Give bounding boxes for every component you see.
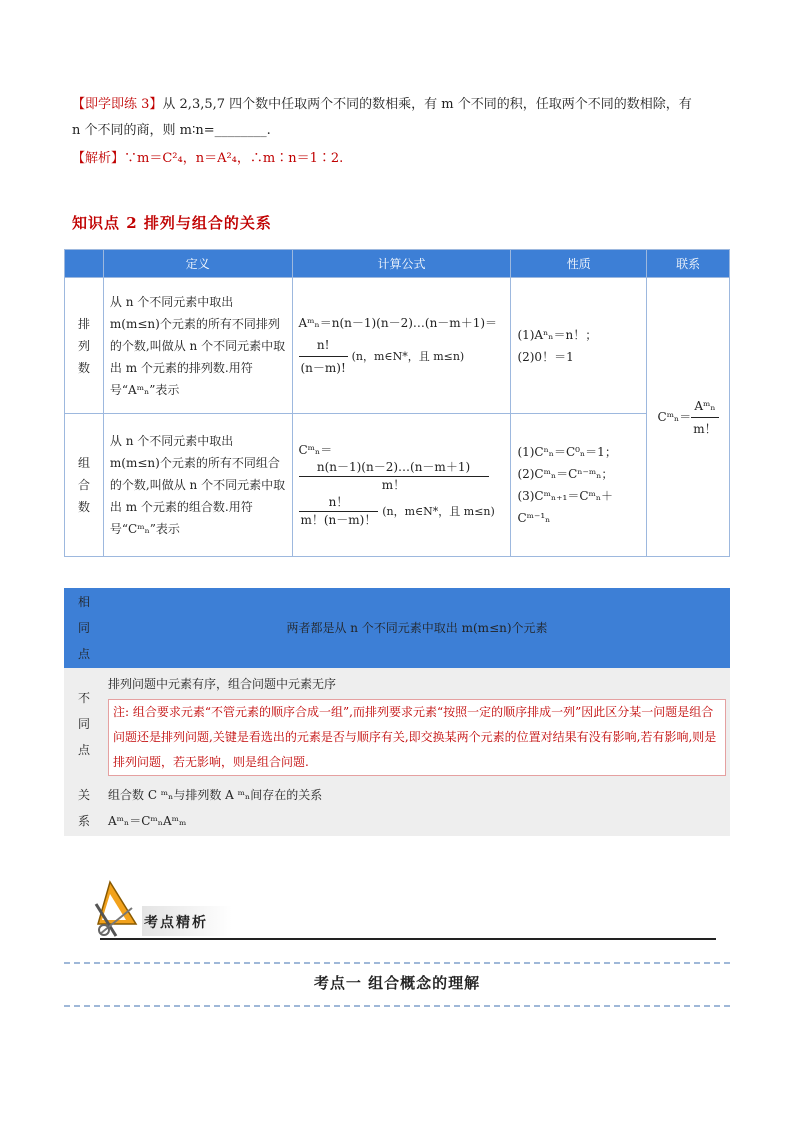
same-text: 两者都是从 n 个不同元素中取出 m(m≤n)个元素 [104, 588, 730, 668]
diff-text: 排列问题中元素有序，组合问题中元素无序 [108, 676, 337, 691]
perm-label: 排列数 [65, 278, 104, 414]
perm-formula [292, 278, 511, 414]
rel-cell [104, 780, 730, 836]
exercise-text1: 从 2,3,5,7 四个数中任取两个不同的数相乘，有 m 个不同的积，任取两个不同的数相除，有 [162, 97, 692, 112]
table-header-row [65, 250, 730, 278]
relation-table [64, 249, 730, 557]
rel-label: 关系 [64, 780, 104, 836]
answer-text: ∵m＝C²₄，n＝A²₄，∴m∶n＝1∶2. [124, 151, 344, 166]
comb-prop2: (2)Cᵐₙ＝Cⁿ⁻ᵐₙ； [517, 467, 614, 481]
table-row-comb [65, 414, 730, 557]
table-header-property: 性质 [511, 250, 647, 278]
banner-underline [100, 938, 716, 940]
divider-top [64, 962, 730, 964]
exercise-tag: 【即学即练 3】 [72, 97, 163, 112]
relation-left: Cᵐₙ＝ [657, 409, 692, 424]
comb-frac2-den: m！(n－m)！ [300, 512, 377, 527]
perm-prop1: (1)Aⁿₙ＝n！； [517, 327, 598, 342]
perm-fraction [299, 334, 348, 379]
answer-tag: 【解析】 [72, 151, 125, 166]
row-same [64, 588, 730, 668]
table-header-formula: 计算公式 [292, 250, 511, 278]
same-label: 相同点 [64, 588, 104, 668]
rel-text1: 组合数 C ᵐₙ与排列数 A ᵐₙ间存在的关系 [108, 788, 323, 802]
diff-note: 注: 组合要求元素“不管元素的顺序合成一组”,而排列要求元素“按照一定的顺序排成一列”因此区分某一问题是组合问题还是排列问题,关键是看选出的元素是否与顺序有关,即交换某两个元素的位置对结果有没有影响,若有影响,则是排列问题，若无影响，则是组合问题. [108, 699, 726, 776]
row-relation [64, 780, 730, 836]
diff-cell [104, 668, 730, 780]
diff-label: 不同点 [64, 668, 104, 780]
banner-logo-icon [92, 880, 142, 940]
perm-frac-den: (n－m)! [300, 361, 346, 375]
comb-prop1: (1)Cⁿₙ＝C⁰ₙ＝1； [517, 445, 617, 459]
table-header-relation: 联系 [647, 250, 730, 278]
comb-fraction1 [299, 459, 489, 494]
banner-title: 考点精析 [144, 915, 208, 931]
comb-fraction2 [299, 494, 379, 529]
comb-formula-cond: (n，m∈N*，且 m≤n) [382, 504, 495, 518]
table-header-definition: 定义 [103, 250, 292, 278]
perm-frac-num: n! [299, 334, 348, 357]
comparison-table [64, 588, 730, 836]
comb-label: 组合数 [65, 414, 104, 557]
exercise-line1 [72, 96, 692, 114]
comb-formula-frac2-line [299, 494, 505, 529]
relation-fraction [691, 395, 718, 440]
comb-definition: 从 n 个不同元素中取出 m(m≤n)个元素的所有不同组合的个数,叫做从 n 个不同元素中取出 m 个元素的组合数.用符号“Cᵐₙ”表示 [103, 414, 292, 557]
comb-frac2-num: n！ [299, 494, 379, 512]
relation-den: m！ [693, 421, 717, 436]
table-row-perm [65, 278, 730, 414]
comb-frac1-den: m！ [381, 477, 406, 492]
relation-cell [647, 278, 730, 557]
row-diff [64, 668, 730, 780]
perm-formula-cond: (n，m∈N*，且 m≤n) [351, 350, 465, 363]
perm-formula-frac-line [299, 334, 505, 379]
comb-formula [292, 414, 511, 557]
relation-num: Aᵐₙ [691, 395, 718, 418]
exercise-text2: n 个不同的商，则 m∶n=________. [72, 123, 271, 138]
exercise-answer [72, 150, 343, 168]
perm-definition: 从 n 个不同元素中取出 m(m≤n)个元素的所有不同排列的个数,叫做从 n 个不同元素中取出 m 个元素的排列数.用符号“Aᵐₙ”表示 [103, 278, 292, 414]
comb-frac1-num: n(n－1)(n－2)…(n－m＋1) [299, 459, 489, 477]
comb-prop3: (3)Cᵐₙ₊₁＝Cᵐₙ＋Cᵐ⁻¹ₙ [517, 489, 614, 525]
perm-prop2: (2)0！＝1 [517, 349, 574, 364]
perm-formula-line1: Aᵐₙ＝n(n－1)(n－2)…(n－m＋1)＝ [298, 316, 498, 330]
section-title: 考点一 组合概念的理解 [313, 974, 481, 992]
rel-text2: Aᵐₙ＝CᵐₙAᵐₘ [108, 814, 187, 828]
comb-formula-line1: Cᵐₙ＝ [298, 442, 333, 457]
divider-bottom [64, 1005, 730, 1007]
comb-properties [511, 414, 647, 557]
perm-properties [511, 278, 647, 414]
table-header-blank [65, 250, 104, 278]
knowledge-point-title: 知识点 2 排列与组合的关系 [72, 214, 272, 232]
